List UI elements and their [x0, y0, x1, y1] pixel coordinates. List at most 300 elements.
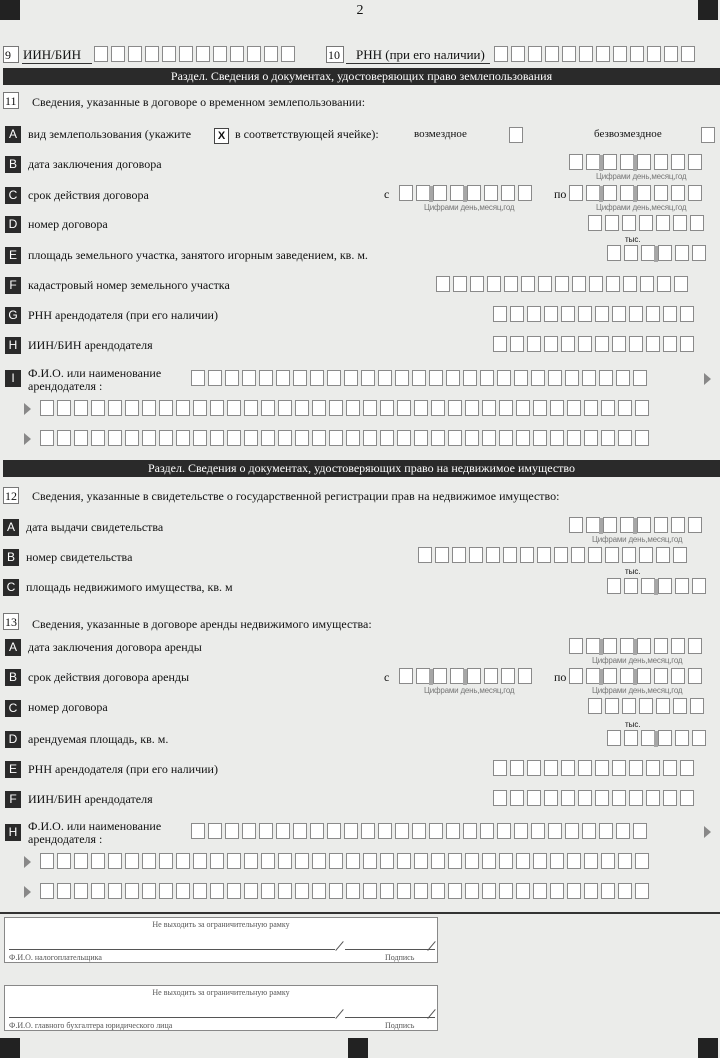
input-cell[interactable]	[281, 46, 295, 62]
input-cell[interactable]	[565, 823, 579, 839]
input-cell[interactable]	[588, 698, 602, 714]
input-cell[interactable]	[484, 668, 498, 684]
input-cell[interactable]	[578, 336, 592, 352]
option-paid-checkbox[interactable]	[509, 127, 523, 143]
input-cell[interactable]	[639, 215, 653, 231]
input-cell[interactable]	[310, 370, 324, 386]
input-cell[interactable]	[561, 760, 575, 776]
certificate-number-cells[interactable]	[418, 547, 690, 563]
input-cell[interactable]	[259, 370, 273, 386]
input-cell[interactable]	[544, 790, 558, 806]
input-cell[interactable]	[582, 823, 596, 839]
input-cell[interactable]	[327, 370, 341, 386]
input-cell[interactable]	[637, 638, 651, 654]
input-cell[interactable]	[620, 185, 634, 201]
input-cell[interactable]	[145, 46, 159, 62]
input-cell[interactable]	[431, 853, 445, 869]
input-cell[interactable]	[363, 883, 377, 899]
input-cell[interactable]	[453, 276, 467, 292]
input-cell[interactable]	[380, 883, 394, 899]
input-cell[interactable]	[629, 790, 643, 806]
input-cell[interactable]	[569, 154, 583, 170]
input-cell[interactable]	[624, 730, 638, 746]
input-cell[interactable]	[208, 370, 222, 386]
input-cell[interactable]	[327, 823, 341, 839]
input-cell[interactable]	[673, 698, 687, 714]
input-cell[interactable]	[176, 400, 190, 416]
input-cell[interactable]	[242, 823, 256, 839]
input-cell[interactable]	[91, 400, 105, 416]
input-cell[interactable]	[465, 853, 479, 869]
input-cell[interactable]	[395, 823, 409, 839]
input-cell[interactable]	[639, 547, 653, 563]
input-cell[interactable]	[380, 853, 394, 869]
input-cell[interactable]	[680, 336, 694, 352]
input-cell[interactable]	[493, 306, 507, 322]
input-cell[interactable]	[544, 306, 558, 322]
input-cell[interactable]	[620, 154, 634, 170]
input-cell[interactable]	[414, 400, 428, 416]
input-cell[interactable]	[191, 823, 205, 839]
input-cell[interactable]	[586, 154, 600, 170]
input-cell[interactable]	[516, 853, 530, 869]
input-cell[interactable]	[261, 883, 275, 899]
input-cell[interactable]	[446, 823, 460, 839]
input-cell[interactable]	[312, 853, 326, 869]
input-cell[interactable]	[618, 430, 632, 446]
input-cell[interactable]	[361, 823, 375, 839]
input-cell[interactable]	[531, 370, 545, 386]
input-cell[interactable]	[561, 336, 575, 352]
input-cell[interactable]	[470, 276, 484, 292]
input-cell[interactable]	[295, 883, 309, 899]
input-cell[interactable]	[550, 853, 564, 869]
input-cell[interactable]	[646, 790, 660, 806]
input-cell[interactable]	[584, 853, 598, 869]
input-cell[interactable]	[567, 883, 581, 899]
input-cell[interactable]	[91, 883, 105, 899]
input-cell[interactable]	[555, 276, 569, 292]
input-cell[interactable]	[533, 883, 547, 899]
input-cell[interactable]	[412, 370, 426, 386]
input-cell[interactable]	[414, 853, 428, 869]
input-cell[interactable]	[527, 306, 541, 322]
input-cell[interactable]	[680, 306, 694, 322]
input-cell[interactable]	[493, 760, 507, 776]
input-cell[interactable]	[494, 46, 508, 62]
input-cell[interactable]	[681, 46, 695, 62]
input-cell[interactable]	[74, 853, 88, 869]
input-cell[interactable]	[247, 46, 261, 62]
lessor-name-cells-3[interactable]	[40, 430, 652, 446]
input-cell[interactable]	[622, 547, 636, 563]
input-cell[interactable]	[647, 46, 661, 62]
input-cell[interactable]	[346, 883, 360, 899]
input-cell[interactable]	[74, 430, 88, 446]
lease-date-cells[interactable]	[569, 638, 705, 654]
input-cell[interactable]	[578, 790, 592, 806]
input-cell[interactable]	[278, 430, 292, 446]
input-cell[interactable]	[480, 823, 494, 839]
input-cell[interactable]	[242, 370, 256, 386]
input-cell[interactable]	[671, 668, 685, 684]
input-cell[interactable]	[414, 883, 428, 899]
input-cell[interactable]	[193, 400, 207, 416]
input-cell[interactable]	[654, 185, 668, 201]
input-cell[interactable]	[40, 853, 54, 869]
input-cell[interactable]	[663, 790, 677, 806]
input-cell[interactable]	[544, 760, 558, 776]
input-cell[interactable]	[620, 638, 634, 654]
input-cell[interactable]	[533, 430, 547, 446]
input-cell[interactable]	[511, 46, 525, 62]
input-cell[interactable]	[482, 430, 496, 446]
input-cell[interactable]	[613, 46, 627, 62]
input-cell[interactable]	[537, 547, 551, 563]
input-cell[interactable]	[569, 668, 583, 684]
input-cell[interactable]	[276, 370, 290, 386]
input-cell[interactable]	[654, 638, 668, 654]
input-cell[interactable]	[605, 215, 619, 231]
input-cell[interactable]	[518, 668, 532, 684]
input-cell[interactable]	[510, 306, 524, 322]
input-cell[interactable]	[176, 883, 190, 899]
input-cell[interactable]	[603, 638, 617, 654]
input-cell[interactable]	[516, 400, 530, 416]
input-cell[interactable]	[159, 430, 173, 446]
input-cell[interactable]	[399, 185, 413, 201]
input-cell[interactable]	[397, 430, 411, 446]
input-cell[interactable]	[514, 823, 528, 839]
input-cell[interactable]	[128, 46, 142, 62]
input-cell[interactable]	[363, 400, 377, 416]
input-cell[interactable]	[142, 853, 156, 869]
input-cell[interactable]	[450, 668, 464, 684]
input-cell[interactable]	[431, 883, 445, 899]
input-cell[interactable]	[395, 370, 409, 386]
input-cell[interactable]	[261, 430, 275, 446]
input-cell[interactable]	[646, 306, 660, 322]
input-cell[interactable]	[503, 547, 517, 563]
input-cell[interactable]	[673, 547, 687, 563]
input-cell[interactable]	[463, 370, 477, 386]
input-cell[interactable]	[74, 883, 88, 899]
input-cell[interactable]	[514, 370, 528, 386]
input-cell[interactable]	[142, 883, 156, 899]
input-cell[interactable]	[418, 547, 432, 563]
input-cell[interactable]	[595, 336, 609, 352]
input-cell[interactable]	[671, 517, 685, 533]
input-cell[interactable]	[486, 547, 500, 563]
input-cell[interactable]	[548, 370, 562, 386]
input-cell[interactable]	[635, 400, 649, 416]
input-cell[interactable]	[641, 245, 655, 261]
input-cell[interactable]	[293, 823, 307, 839]
input-cell[interactable]	[346, 430, 360, 446]
input-cell[interactable]	[635, 430, 649, 446]
input-cell[interactable]	[550, 883, 564, 899]
input-cell[interactable]	[501, 185, 515, 201]
taxpayer-signature-box[interactable]	[4, 917, 438, 963]
input-cell[interactable]	[586, 668, 600, 684]
input-cell[interactable]	[603, 185, 617, 201]
input-cell[interactable]	[278, 853, 292, 869]
input-cell[interactable]	[637, 668, 651, 684]
input-cell[interactable]	[520, 547, 534, 563]
option-free-checkbox[interactable]	[701, 127, 715, 143]
input-cell[interactable]	[639, 698, 653, 714]
input-cell[interactable]	[671, 154, 685, 170]
lease-lessor-name-cells-2[interactable]	[40, 853, 652, 869]
input-cell[interactable]	[448, 853, 462, 869]
lease-lessor-rnn-cells[interactable]	[493, 760, 697, 776]
input-cell[interactable]	[620, 668, 634, 684]
input-cell[interactable]	[690, 698, 704, 714]
input-cell[interactable]	[397, 400, 411, 416]
input-cell[interactable]	[531, 823, 545, 839]
input-cell[interactable]	[656, 547, 670, 563]
input-cell[interactable]	[162, 46, 176, 62]
input-cell[interactable]	[213, 46, 227, 62]
input-cell[interactable]	[259, 823, 273, 839]
input-cell[interactable]	[641, 730, 655, 746]
input-cell[interactable]	[637, 185, 651, 201]
input-cell[interactable]	[569, 185, 583, 201]
input-cell[interactable]	[599, 823, 613, 839]
input-cell[interactable]	[378, 370, 392, 386]
input-cell[interactable]	[586, 638, 600, 654]
input-cell[interactable]	[605, 698, 619, 714]
input-cell[interactable]	[584, 400, 598, 416]
input-cell[interactable]	[94, 46, 108, 62]
input-cell[interactable]	[210, 400, 224, 416]
period-from-cells[interactable]	[399, 185, 535, 201]
input-cell[interactable]	[599, 370, 613, 386]
input-cell[interactable]	[125, 400, 139, 416]
input-cell[interactable]	[264, 46, 278, 62]
input-cell[interactable]	[688, 154, 702, 170]
input-cell[interactable]	[448, 400, 462, 416]
leased-area-cells[interactable]	[607, 730, 709, 746]
input-cell[interactable]	[637, 517, 651, 533]
input-cell[interactable]	[612, 306, 626, 322]
input-cell[interactable]	[293, 370, 307, 386]
input-cell[interactable]	[618, 853, 632, 869]
input-cell[interactable]	[601, 853, 615, 869]
input-cell[interactable]	[125, 853, 139, 869]
input-cell[interactable]	[584, 883, 598, 899]
input-cell[interactable]	[675, 730, 689, 746]
input-cell[interactable]	[179, 46, 193, 62]
input-cell[interactable]	[692, 245, 706, 261]
input-cell[interactable]	[346, 853, 360, 869]
input-cell[interactable]	[595, 306, 609, 322]
input-cell[interactable]	[528, 46, 542, 62]
lessor-name-cells-1[interactable]	[191, 370, 650, 386]
input-cell[interactable]	[601, 400, 615, 416]
input-cell[interactable]	[431, 430, 445, 446]
input-cell[interactable]	[397, 853, 411, 869]
input-cell[interactable]	[510, 760, 524, 776]
input-cell[interactable]	[640, 276, 654, 292]
input-cell[interactable]	[616, 370, 630, 386]
input-cell[interactable]	[688, 185, 702, 201]
input-cell[interactable]	[595, 790, 609, 806]
input-cell[interactable]	[499, 430, 513, 446]
input-cell[interactable]	[433, 668, 447, 684]
input-cell[interactable]	[624, 245, 638, 261]
input-cell[interactable]	[278, 883, 292, 899]
input-cell[interactable]	[230, 46, 244, 62]
input-cell[interactable]	[40, 400, 54, 416]
input-cell[interactable]	[561, 790, 575, 806]
input-cell[interactable]	[193, 853, 207, 869]
input-cell[interactable]	[436, 276, 450, 292]
input-cell[interactable]	[663, 306, 677, 322]
input-cell[interactable]	[493, 336, 507, 352]
input-cell[interactable]	[57, 853, 71, 869]
input-cell[interactable]	[448, 430, 462, 446]
input-cell[interactable]	[569, 638, 583, 654]
input-cell[interactable]	[261, 853, 275, 869]
input-cell[interactable]	[572, 276, 586, 292]
lease-lessor-iin-cells[interactable]	[493, 790, 697, 806]
property-area-cells[interactable]	[607, 578, 709, 594]
input-cell[interactable]	[567, 853, 581, 869]
input-cell[interactable]	[567, 430, 581, 446]
contract-number-cells[interactable]	[588, 215, 707, 231]
input-cell[interactable]	[176, 430, 190, 446]
input-cell[interactable]	[363, 853, 377, 869]
input-cell[interactable]	[538, 276, 552, 292]
input-cell[interactable]	[397, 883, 411, 899]
lease-lessor-name-cells-1[interactable]	[191, 823, 650, 839]
input-cell[interactable]	[499, 853, 513, 869]
input-cell[interactable]	[579, 46, 593, 62]
input-cell[interactable]	[616, 823, 630, 839]
input-cell[interactable]	[635, 853, 649, 869]
input-cell[interactable]	[658, 245, 672, 261]
input-cell[interactable]	[429, 370, 443, 386]
input-cell[interactable]	[414, 430, 428, 446]
input-cell[interactable]	[416, 668, 430, 684]
input-cell[interactable]	[607, 578, 621, 594]
input-cell[interactable]	[344, 823, 358, 839]
input-cell[interactable]	[329, 883, 343, 899]
input-cell[interactable]	[654, 668, 668, 684]
land-area-cells[interactable]	[607, 245, 709, 261]
input-cell[interactable]	[108, 400, 122, 416]
input-cell[interactable]	[569, 517, 583, 533]
input-cell[interactable]	[208, 823, 222, 839]
input-cell[interactable]	[193, 883, 207, 899]
input-cell[interactable]	[671, 185, 685, 201]
input-cell[interactable]	[465, 430, 479, 446]
input-cell[interactable]	[527, 790, 541, 806]
input-cell[interactable]	[159, 883, 173, 899]
input-cell[interactable]	[629, 336, 643, 352]
input-cell[interactable]	[654, 154, 668, 170]
input-cell[interactable]	[612, 336, 626, 352]
input-cell[interactable]	[499, 883, 513, 899]
input-cell[interactable]	[675, 245, 689, 261]
lease-to-cells[interactable]	[569, 668, 705, 684]
input-cell[interactable]	[548, 823, 562, 839]
input-cell[interactable]	[416, 185, 430, 201]
input-cell[interactable]	[346, 400, 360, 416]
input-cell[interactable]	[493, 790, 507, 806]
input-cell[interactable]	[399, 668, 413, 684]
input-cell[interactable]	[565, 370, 579, 386]
input-cell[interactable]	[637, 154, 651, 170]
input-cell[interactable]	[589, 276, 603, 292]
input-cell[interactable]	[310, 823, 324, 839]
input-cell[interactable]	[57, 883, 71, 899]
input-cell[interactable]	[622, 698, 636, 714]
input-cell[interactable]	[618, 400, 632, 416]
input-cell[interactable]	[646, 760, 660, 776]
input-cell[interactable]	[482, 853, 496, 869]
input-cell[interactable]	[533, 853, 547, 869]
input-cell[interactable]	[620, 517, 634, 533]
input-cell[interactable]	[657, 276, 671, 292]
input-cell[interactable]	[586, 185, 600, 201]
input-cell[interactable]	[654, 517, 668, 533]
input-cell[interactable]	[176, 853, 190, 869]
lease-lessor-name-cells-3[interactable]	[40, 883, 652, 899]
input-cell[interactable]	[227, 430, 241, 446]
input-cell[interactable]	[329, 400, 343, 416]
input-cell[interactable]	[633, 823, 647, 839]
input-cell[interactable]	[380, 400, 394, 416]
input-cell[interactable]	[435, 547, 449, 563]
input-cell[interactable]	[603, 517, 617, 533]
input-cell[interactable]	[663, 336, 677, 352]
input-cell[interactable]	[510, 336, 524, 352]
input-cell[interactable]	[344, 370, 358, 386]
input-cell[interactable]	[527, 336, 541, 352]
input-cell[interactable]	[191, 370, 205, 386]
input-cell[interactable]	[125, 883, 139, 899]
accountant-signature-box[interactable]	[4, 985, 438, 1031]
input-cell[interactable]	[463, 823, 477, 839]
input-cell[interactable]	[467, 185, 481, 201]
input-cell[interactable]	[312, 883, 326, 899]
input-cell[interactable]	[40, 883, 54, 899]
input-cell[interactable]	[641, 578, 655, 594]
input-cell[interactable]	[584, 430, 598, 446]
input-cell[interactable]	[646, 336, 660, 352]
input-cell[interactable]	[484, 185, 498, 201]
input-cell[interactable]	[57, 400, 71, 416]
input-cell[interactable]	[40, 430, 54, 446]
input-cell[interactable]	[601, 430, 615, 446]
input-cell[interactable]	[329, 853, 343, 869]
input-cell[interactable]	[433, 185, 447, 201]
input-cell[interactable]	[312, 430, 326, 446]
input-cell[interactable]	[125, 430, 139, 446]
input-cell[interactable]	[688, 517, 702, 533]
input-cell[interactable]	[225, 370, 239, 386]
input-cell[interactable]	[680, 790, 694, 806]
input-cell[interactable]	[680, 760, 694, 776]
input-cell[interactable]	[578, 306, 592, 322]
input-cell[interactable]	[601, 883, 615, 899]
input-cell[interactable]	[603, 154, 617, 170]
input-cell[interactable]	[516, 883, 530, 899]
input-cell[interactable]	[606, 276, 620, 292]
input-cell[interactable]	[159, 400, 173, 416]
